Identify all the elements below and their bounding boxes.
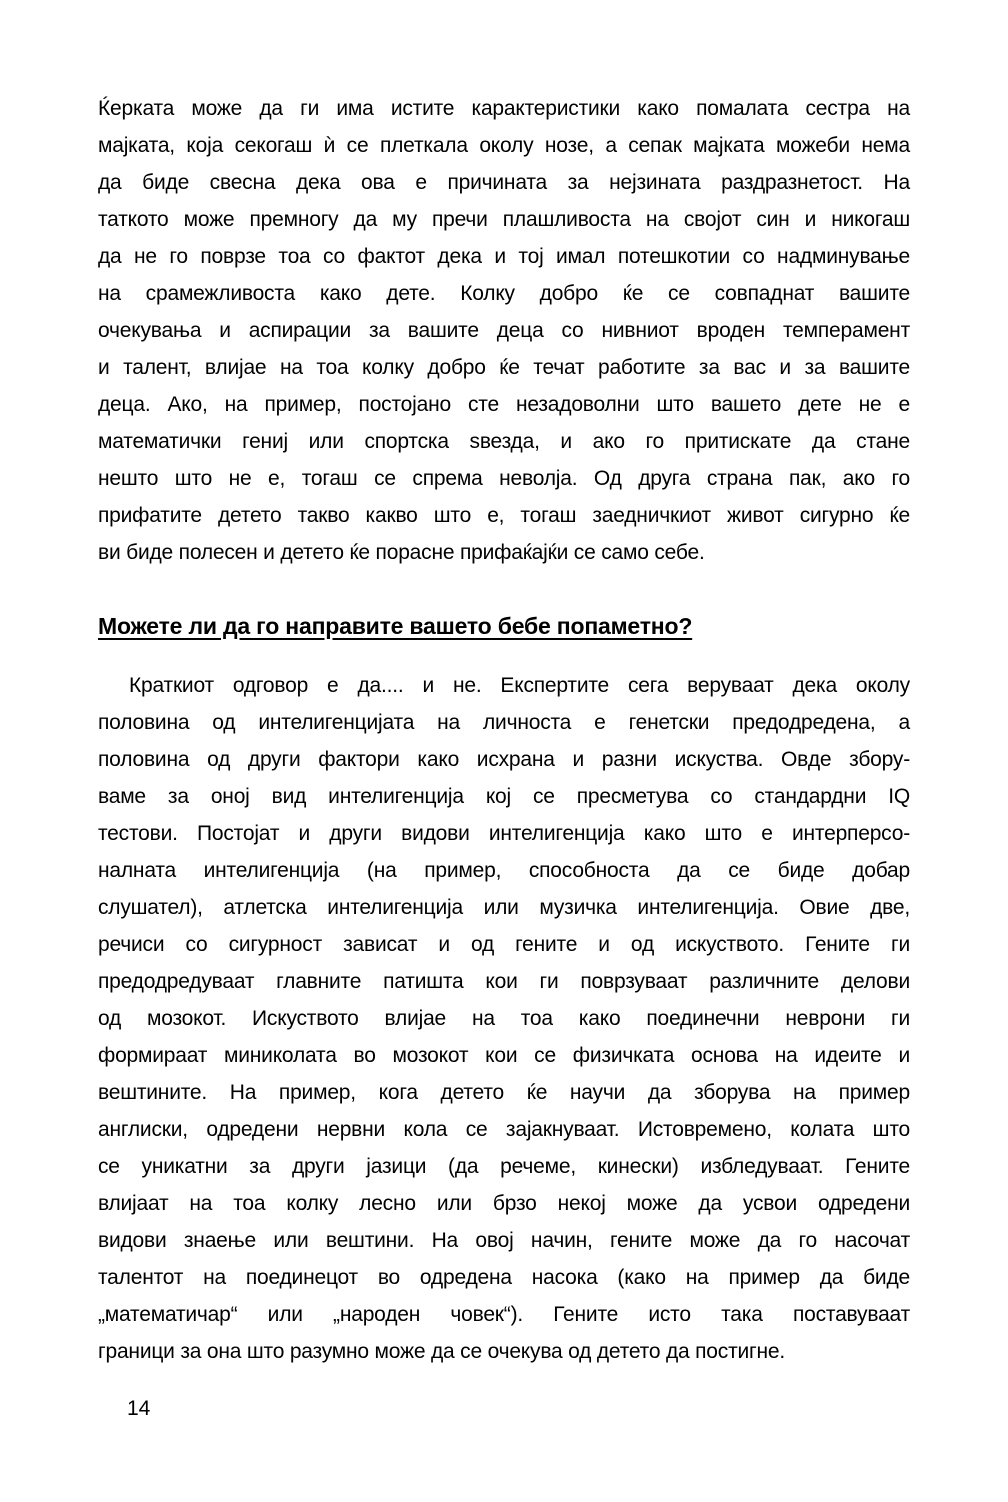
paragraph-1: [98, 90, 910, 571]
text-line: се уникатни за други јазици (да речеме, кинески) избледуваат. Гените: [98, 1155, 910, 1178]
text-line: мајката, која секогаш ѝ се плеткала околу нозе, а сепак мајката можеби нема: [98, 134, 910, 157]
text-line: деца. Ако, на пример, постојано сте незадоволни што вашето дете не е: [98, 393, 910, 416]
text-line: формираат миниколата во мозокот кои се физичката основа на идеите и: [98, 1044, 910, 1067]
text-line: предодредуваат главните патишта кои ги поврзуваат различните делови: [98, 970, 910, 993]
text-line: граници за она што разумно може да се очекува од детето да постигне.: [98, 1340, 785, 1363]
text-line: талентот на поединецот во одредена насока (како на пример да биде: [98, 1266, 910, 1289]
text-line: математички гениј или спортска ѕвезда, и ако го притискате да стане: [98, 430, 910, 453]
text-line: очекувања и аспирации за вашите деца со нивниот вроден темперамент: [98, 319, 910, 342]
text-line: и талент, влијае на тоа колку добро ќе течат работите за вас и за вашите: [98, 356, 910, 379]
text-line: половина од други фактори како исхрана и разни искуства. Овде збору-: [98, 748, 910, 771]
text-line: прифатите детето такво какво што е, тогаш заедничкиот живот сигурно ќе: [98, 504, 910, 527]
text-line: видови знаење или вештини. На овој начин, гените може да го насочат: [98, 1229, 910, 1252]
text-line: налната интелигенција (на пример, способноста да се биде добар: [98, 859, 910, 882]
text-line: ви биде полесен и детето ќе порасне прифаќајќи се само себе.: [98, 541, 705, 564]
text-line: да биде свесна дека ова е причината за нејзината раздразнетост. На: [98, 171, 910, 194]
text-line: англиски, одредени нервни кола се зајакнуваат. Истовремено, колата што: [98, 1118, 910, 1141]
text-line: слушател), атлетска интелигенција или музичка интелигенција. Овие две,: [98, 896, 910, 919]
section-heading: Можете ли да го направите вашето бебе попаметно?: [98, 613, 693, 639]
paragraph-2: [98, 667, 910, 1370]
text-line: „математичар“ или „народен човек“). Гените исто така поставуваат: [98, 1303, 910, 1326]
text-line: Краткиот одговор е да.... и не. Експертите сега веруваат дека околу: [129, 674, 910, 697]
text-line: нешто што не е, тогаш се спрема неволја. Од друга страна пак, ако го: [98, 467, 910, 490]
text-line: половина од интелигенцијата на личноста е генетски предодредена, а: [98, 711, 910, 734]
text-line: од мозокот. Искуството влијае на тоа како поединечни неврони ги: [98, 1007, 910, 1030]
text-line: Ќерката може да ги има истите карактеристики како помалата сестра на: [98, 97, 910, 120]
page-number: 14: [127, 1397, 151, 1420]
text-line: влијаат на тоа колку лесно или брзо некој може да усвои одредени: [98, 1192, 910, 1215]
text-line: речиси со сигурност зависат и од гените и од искуството. Гените ги: [98, 933, 910, 956]
text-line: таткото може премногу да му пречи плашливоста на својот син и никогаш: [98, 208, 910, 231]
text-line: тестови. Постојат и други видови интелигенција како што е интерперсо-: [98, 822, 910, 845]
text-block: [98, 90, 910, 1370]
text-line: вештините. На пример, кога детето ќе научи да зборува на пример: [98, 1081, 910, 1104]
text-line: ваме за оној вид интелигенција кој се пресметува со стандардни IQ: [98, 785, 910, 808]
text-line: да не го поврзе тоа со фактот дека и тој имал потешкотии со надминување: [98, 245, 910, 268]
text-line: на срамежливоста како дете. Колку добро ќе се совпаднат вашите: [98, 282, 910, 305]
